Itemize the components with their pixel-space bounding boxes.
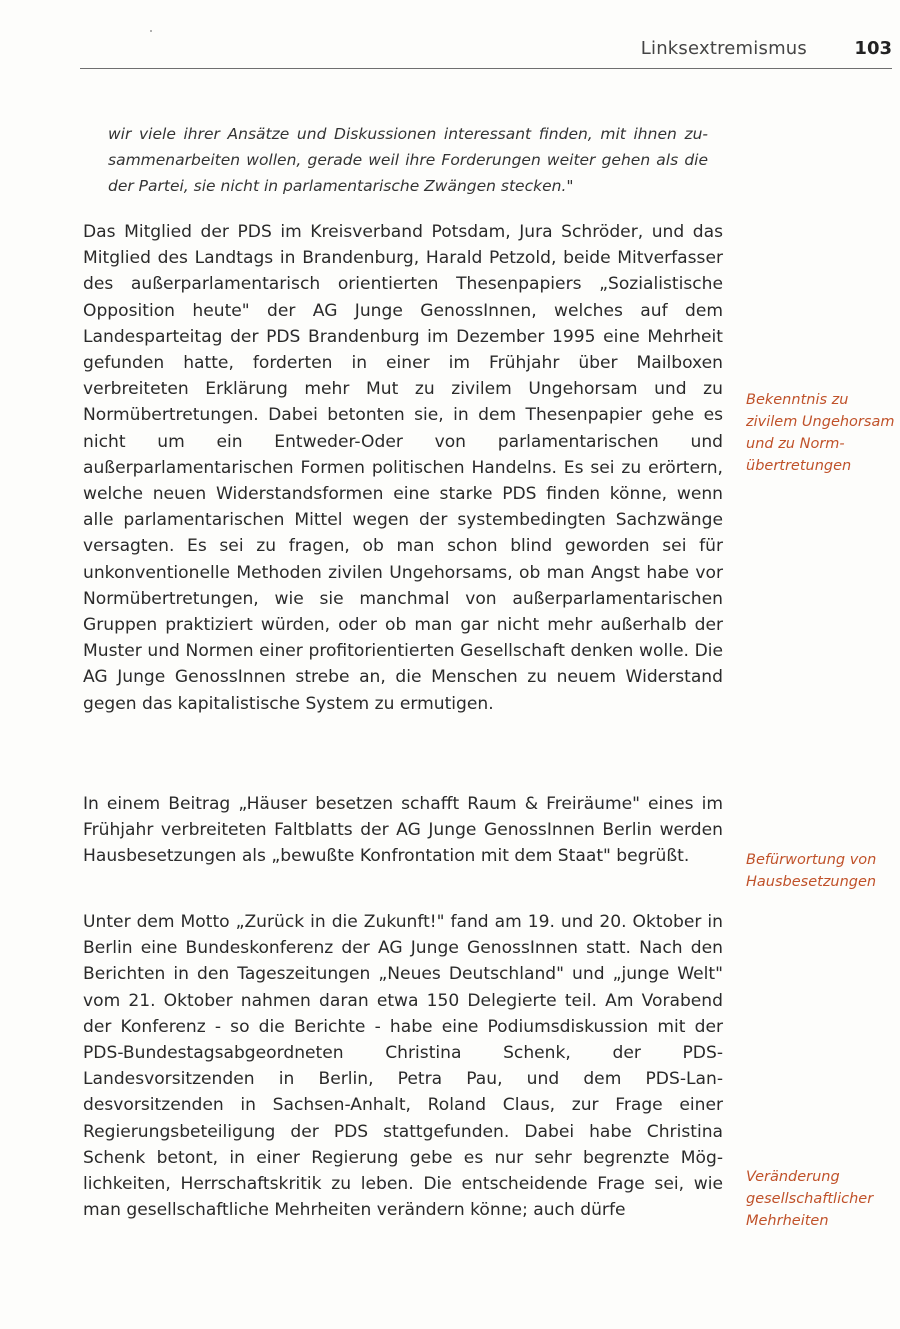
paragraph-thesenpapier: Das Mitglied der PDS im Kreisverband Potsdam, Jura Schröder, und das Mitglied des Landtags in Brandenburg, Harald Petzold, beide Mitverfasser des außerparlamentarisch orientierten Thesenpapiers „Sozialistische Opposition heute" der AG Junge GenossInnen, welches auf dem Landesparteitag der PDS Brandenburg im Dezember 1995 eine Mehrheit gefunden hatte, forderten in einer im Frühjahr über Mailboxen verbreiteten Erklärung mehr Mut zu zivilem Ungehorsam und zu Normübertretungen. Dabei betonten sie, in dem Thesenpapier gehe es nicht um ein Entweder-Oder von parlamentarischen und außerparlamentarischen Formen politischen Handelns. Es sei zu erörtern, welche neuen Widerstandsformen eine starke PDS finden könne, wenn alle parlamentarischen Mittel wegen der systembedingten Sachzwänge versagten. Es sei zu fragen, ob man schon blind geworden sei für unkonventionelle Methoden zivilen Ungehorsams, ob man Angst habe vor Normübertretungen, wie sie manchmal von außerparlamentarischen Gruppen praktiziert würden, oder ob man gar nicht mehr außerhalb der Muster und Normen einer profitorientierten Gesellschaft denken wolle. Die AG Junge GenossInnen strebe an, die Menschen zu neuem Widerstand gegen das kapitalistische System zu ermutigen. (83, 222, 723, 714)
paragraph-hausbesetzungen: In einem Beitrag „Häuser besetzen schafft Raum & Freiräume" eines im Frühjahr verbreiteten Faltblatts der AG Junge GenossInnen Berlin werden Hausbesetzungen als „bewußte Konfrontation mit dem Staat" begrüßt. (83, 794, 723, 867)
scan-speck (150, 30, 152, 32)
page-number: 103 (854, 38, 892, 59)
margin-note-ungehorsam: Bekenntnis zu zivilem Ungehorsam und zu Normübertretungen (746, 392, 895, 474)
chapter-title: Linksextremismus (640, 38, 807, 59)
margin-note-hausbesetzungen: Befürwortung von Hausbesetzungen (746, 852, 877, 890)
running-header (80, 38, 892, 69)
margin-note-mehrheiten: Veränderung gesellschaftlicher Mehrheiten (746, 1169, 874, 1229)
paragraph-bundeskonferenz: Unter dem Motto „Zurück in die Zukunft!" fand am 19. und 20. Oktober in Berlin eine Bundeskonferenz der AG Junge GenossInnen statt. Nach den Berichten in den Tageszeitungen „Neues Deutschland" und „junge Welt" vom 21. Oktober nahmen daran etwa 150 Delegierte teil. Am Vorabend der Konferenz - so die Berichte - habe eine Podiumsdiskussion mit der PDS-Bundestagsabgeordneten Christina Schenk, der PDS-Landesvorsitzenden in Berlin, Petra Pau, und dem PDS-Landesvorsitzenden in Sachsen-Anhalt, Roland Claus, zur Frage einer Regierungsbeteiligung der PDS stattgefunden. Dabei habe Christina Schenk betont, in einer Regierung gebe es nur sehr begrenzte Möglichkeiten, Herrschaftskritik zu leben. Die entscheidende Frage sei, wie man gesellschaftliche Mehrheiten verändern könne; auch dürfe (83, 912, 723, 1221)
block-quote: wir viele ihrer Ansätze und Diskussionen interessant finden, mit ihnen zusammenarbeiten wollen, gerade weil ihre Forderungen weiter gehen als die der Partei, sie nicht in parlamentarische Zwängen stecken." (108, 125, 708, 195)
